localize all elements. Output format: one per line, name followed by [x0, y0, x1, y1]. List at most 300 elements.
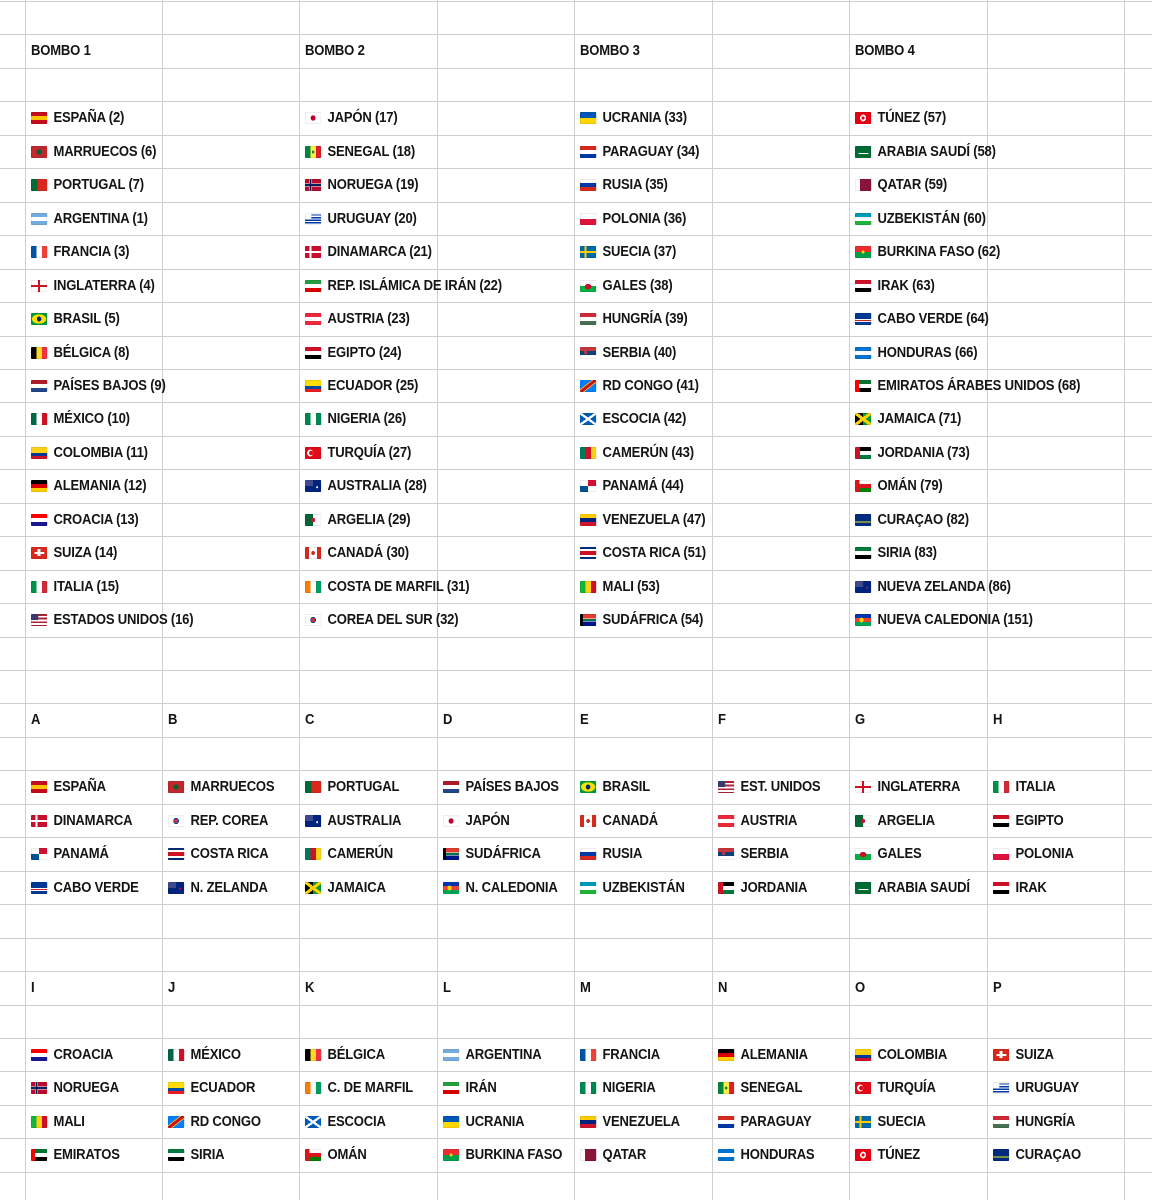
ivory-coast-flag-icon	[305, 1082, 321, 1094]
pot-team-cell[interactable]	[305, 101, 570, 134]
cell-text: ARGENTINA	[465, 1046, 542, 1063]
pot-team-cell[interactable]	[855, 503, 1120, 536]
italy-flag-icon	[993, 781, 1009, 793]
venezuela-flag-icon	[580, 514, 596, 526]
mexico-flag-icon	[168, 1049, 184, 1061]
honduras-flag-icon	[718, 1149, 734, 1161]
iraq-flag-icon	[855, 280, 871, 292]
group-team-cell[interactable]	[855, 1038, 985, 1071]
norway-flag-icon	[31, 1082, 47, 1094]
cell-text: HUNGRÍA (39)	[602, 310, 688, 327]
pot-team-cell[interactable]	[31, 570, 296, 603]
cell-text: PANAMÁ	[53, 845, 109, 862]
cell-text: SUIZA	[1015, 1046, 1054, 1063]
group-letter-p[interactable]	[993, 971, 1123, 1004]
serbia-flag-icon	[718, 848, 734, 860]
portugal-flag-icon	[305, 781, 321, 793]
group-team-cell[interactable]	[855, 1071, 985, 1104]
cell-text: SUECIA	[877, 1113, 926, 1130]
cell-text: COLOMBIA	[877, 1046, 948, 1063]
group-team-cell[interactable]	[580, 1071, 710, 1104]
pot-team-cell[interactable]	[31, 202, 296, 235]
group-letter-h[interactable]	[993, 703, 1123, 736]
group-team-cell[interactable]	[580, 1038, 710, 1071]
cell-text: DINAMARCA	[53, 812, 133, 829]
group-team-cell[interactable]	[443, 1038, 573, 1071]
spain-flag-icon	[31, 781, 47, 793]
group-letter-i[interactable]	[31, 971, 161, 1004]
pot-team-cell[interactable]	[305, 135, 570, 168]
group-team-cell[interactable]	[580, 804, 710, 837]
group-team-cell[interactable]	[855, 871, 985, 904]
cell-text: JORDANIA	[740, 879, 808, 896]
cell-text: ITALIA	[1015, 778, 1056, 795]
pot-team-cell[interactable]	[855, 135, 1120, 168]
cell-text: MARRUECOS (6)	[53, 143, 157, 160]
pot-header-1[interactable]	[31, 34, 291, 67]
group-team-cell[interactable]	[580, 1138, 710, 1171]
cell-text: AUSTRALIA	[327, 812, 402, 829]
pot-team-cell[interactable]	[31, 235, 296, 268]
cell-text: ECUADOR	[190, 1079, 256, 1096]
usa-flag-icon	[31, 614, 47, 626]
pot-team-cell[interactable]	[855, 402, 1120, 435]
group-team-cell[interactable]	[443, 1071, 573, 1104]
egypt-flag-icon	[993, 815, 1009, 827]
senegal-flag-icon	[718, 1082, 734, 1094]
group-team-cell[interactable]	[443, 1138, 573, 1171]
pot-team-cell[interactable]	[305, 235, 570, 268]
group-letter-e[interactable]	[580, 703, 710, 736]
cell-text: SIRIA	[190, 1146, 225, 1163]
cell-text: P	[993, 979, 1002, 996]
pot-team-cell[interactable]	[580, 202, 845, 235]
group-team-cell[interactable]	[580, 770, 710, 803]
cameroon-flag-icon	[305, 848, 321, 860]
cell-text: CROACIA (13)	[53, 511, 139, 528]
australia-flag-icon	[305, 480, 321, 492]
croatia-flag-icon	[31, 514, 47, 526]
pot-team-cell[interactable]	[305, 469, 570, 502]
group-team-cell[interactable]	[993, 1138, 1123, 1171]
algeria-flag-icon	[855, 815, 871, 827]
group-team-cell[interactable]	[168, 804, 298, 837]
argentina-flag-icon	[443, 1049, 459, 1061]
new-zealand-flag-icon	[168, 882, 184, 894]
cell-text: AUSTRIA	[740, 812, 798, 829]
pot-team-cell[interactable]	[580, 503, 845, 536]
cell-text: AUSTRALIA (28)	[327, 477, 427, 494]
group-team-cell[interactable]	[168, 1138, 298, 1171]
cell-text: C	[305, 711, 315, 728]
cell-text: NUEVA CALEDONIA (151)	[877, 611, 1033, 628]
pot-team-cell[interactable]	[31, 302, 296, 335]
pot-header-4[interactable]	[855, 34, 1115, 67]
group-team-cell[interactable]	[443, 837, 573, 870]
group-letter-j[interactable]	[168, 971, 298, 1004]
serbia-flag-icon	[580, 347, 596, 359]
group-team-cell[interactable]	[993, 837, 1123, 870]
grid-row-line	[0, 637, 1152, 638]
cell-text: COSTA DE MARFIL (31)	[327, 578, 470, 595]
group-letter-o[interactable]	[855, 971, 985, 1004]
pot-team-cell[interactable]	[305, 302, 570, 335]
group-team-cell[interactable]	[168, 837, 298, 870]
pot-team-cell[interactable]	[855, 302, 1120, 335]
pot-team-cell[interactable]	[855, 235, 1120, 268]
italy-flag-icon	[31, 581, 47, 593]
mexico-flag-icon	[31, 413, 47, 425]
nigeria-flag-icon	[580, 1082, 596, 1094]
pot-team-cell[interactable]	[305, 269, 570, 302]
pot-team-cell[interactable]	[855, 603, 1120, 636]
cell-text: BOMBO 1	[31, 42, 91, 59]
group-team-cell[interactable]	[718, 770, 848, 803]
pot-team-cell[interactable]	[855, 202, 1120, 235]
ukraine-flag-icon	[580, 112, 596, 124]
cell-text: ESTADOS UNIDOS (16)	[53, 611, 194, 628]
pot-header-2[interactable]	[305, 34, 565, 67]
pot-team-cell[interactable]	[31, 536, 296, 569]
cell-text: NORUEGA	[53, 1079, 119, 1096]
pot-team-cell[interactable]	[580, 570, 845, 603]
cell-text: CABO VERDE	[53, 879, 139, 896]
group-team-cell[interactable]	[305, 770, 435, 803]
egypt-flag-icon	[305, 347, 321, 359]
pot-team-cell[interactable]	[580, 369, 845, 402]
group-team-cell[interactable]	[168, 871, 298, 904]
pot-team-cell[interactable]	[31, 402, 296, 435]
grid-column-line	[1124, 0, 1125, 1200]
pot-team-cell[interactable]	[31, 168, 296, 201]
pot-team-cell[interactable]	[580, 302, 845, 335]
cell-text: F	[718, 711, 726, 728]
wales-flag-icon	[580, 280, 596, 292]
cell-text: O	[855, 979, 865, 996]
cell-text: JORDANIA (73)	[877, 444, 970, 461]
pot-team-cell[interactable]	[31, 503, 296, 536]
cell-text: ARABIA SAUDÍ	[877, 879, 970, 896]
group-team-cell[interactable]	[855, 1138, 985, 1171]
pot-team-cell[interactable]	[31, 603, 296, 636]
group-team-cell[interactable]	[31, 1038, 161, 1071]
grid-row-line	[0, 938, 1152, 939]
netherlands-flag-icon	[443, 781, 459, 793]
group-team-cell[interactable]	[168, 1038, 298, 1071]
pot-team-cell[interactable]	[305, 336, 570, 369]
group-team-cell[interactable]	[31, 804, 161, 837]
cell-text: ALEMANIA (12)	[53, 477, 147, 494]
group-team-cell[interactable]	[855, 837, 985, 870]
cell-text: REP. ISLÁMICA DE IRÁN (22)	[327, 277, 502, 294]
group-team-cell[interactable]	[718, 1105, 848, 1138]
group-team-cell[interactable]	[718, 871, 848, 904]
colombia-flag-icon	[31, 447, 47, 459]
cell-text: COREA DEL SUR (32)	[327, 611, 459, 628]
group-letter-d[interactable]	[443, 703, 573, 736]
group-team-cell[interactable]	[855, 1105, 985, 1138]
cell-text: J	[168, 979, 176, 996]
group-letter-a[interactable]	[31, 703, 161, 736]
pot-team-cell[interactable]	[31, 469, 296, 502]
group-team-cell[interactable]	[855, 770, 985, 803]
cell-text: ARGELIA (29)	[327, 511, 411, 528]
costa-rica-flag-icon	[580, 547, 596, 559]
group-team-cell[interactable]	[305, 1038, 435, 1071]
pot-team-cell[interactable]	[580, 469, 845, 502]
group-team-cell[interactable]	[443, 770, 573, 803]
pot-team-cell[interactable]	[31, 101, 296, 134]
cell-text: POLONIA	[1015, 845, 1074, 862]
pot-team-cell[interactable]	[855, 168, 1120, 201]
group-team-cell[interactable]	[993, 804, 1123, 837]
group-letter-f[interactable]	[718, 703, 848, 736]
pot-team-cell[interactable]	[305, 168, 570, 201]
brazil-flag-icon	[580, 781, 596, 793]
cell-text: BURKINA FASO	[465, 1146, 563, 1163]
poland-flag-icon	[580, 213, 596, 225]
group-team-cell[interactable]	[305, 1071, 435, 1104]
group-team-cell[interactable]	[31, 1071, 161, 1104]
uzbekistan-flag-icon	[580, 882, 596, 894]
pot-team-cell[interactable]	[305, 369, 570, 402]
group-team-cell[interactable]	[993, 1071, 1123, 1104]
new-caledonia-flag-icon	[855, 614, 871, 626]
dr-congo-flag-icon	[168, 1116, 184, 1128]
pot-team-cell[interactable]	[31, 436, 296, 469]
pot-team-cell[interactable]	[855, 269, 1120, 302]
pot-team-cell[interactable]	[305, 570, 570, 603]
group-team-cell[interactable]	[168, 1071, 298, 1104]
uruguay-flag-icon	[993, 1082, 1009, 1094]
cell-text: BOMBO 2	[305, 42, 365, 59]
pot-header-3[interactable]	[580, 34, 840, 67]
cell-text: D	[443, 711, 453, 728]
group-team-cell[interactable]	[993, 770, 1123, 803]
jamaica-flag-icon	[855, 413, 871, 425]
usa-flag-icon	[718, 781, 734, 793]
ecuador-flag-icon	[305, 380, 321, 392]
canada-flag-icon	[305, 547, 321, 559]
pot-team-cell[interactable]	[31, 336, 296, 369]
cell-text: ALEMANIA	[740, 1046, 808, 1063]
group-team-cell[interactable]	[580, 871, 710, 904]
group-team-cell[interactable]	[31, 1138, 161, 1171]
pot-team-cell[interactable]	[580, 603, 845, 636]
wales-flag-icon	[855, 848, 871, 860]
group-letter-k[interactable]	[305, 971, 435, 1004]
grid-row-line	[0, 904, 1152, 905]
paraguay-flag-icon	[580, 146, 596, 158]
group-team-cell[interactable]	[31, 1105, 161, 1138]
belgium-flag-icon	[305, 1049, 321, 1061]
cell-text: RD CONGO	[190, 1113, 261, 1130]
pot-team-cell[interactable]	[580, 235, 845, 268]
pot-team-cell[interactable]	[855, 469, 1120, 502]
germany-flag-icon	[31, 480, 47, 492]
pot-team-cell[interactable]	[305, 536, 570, 569]
group-team-cell[interactable]	[718, 837, 848, 870]
group-team-cell[interactable]	[580, 837, 710, 870]
turkey-flag-icon	[305, 447, 321, 459]
dr-congo-flag-icon	[580, 380, 596, 392]
colombia-flag-icon	[855, 1049, 871, 1061]
pot-team-cell[interactable]	[855, 336, 1120, 369]
group-letter-l[interactable]	[443, 971, 573, 1004]
group-team-cell[interactable]	[993, 1105, 1123, 1138]
costa-rica-flag-icon	[168, 848, 184, 860]
cell-text: SIRIA (83)	[877, 544, 937, 561]
nigeria-flag-icon	[305, 413, 321, 425]
cell-text: OMÁN	[327, 1146, 367, 1163]
group-letter-m[interactable]	[580, 971, 710, 1004]
pot-team-cell[interactable]	[855, 101, 1120, 134]
scotland-flag-icon	[305, 1116, 321, 1128]
group-team-cell[interactable]	[443, 1105, 573, 1138]
denmark-flag-icon	[305, 246, 321, 258]
pot-team-cell[interactable]	[580, 135, 845, 168]
pot-team-cell[interactable]	[580, 402, 845, 435]
belgium-flag-icon	[31, 347, 47, 359]
cell-text: NIGERIA	[602, 1079, 656, 1096]
cell-text: BOMBO 3	[580, 42, 640, 59]
group-letter-b[interactable]	[168, 703, 298, 736]
syria-flag-icon	[855, 547, 871, 559]
hungary-flag-icon	[993, 1116, 1009, 1128]
south-africa-flag-icon	[443, 848, 459, 860]
group-team-cell[interactable]	[31, 871, 161, 904]
burkina-faso-flag-icon	[855, 246, 871, 258]
group-letter-c[interactable]	[305, 703, 435, 736]
pot-team-cell[interactable]	[855, 570, 1120, 603]
ukraine-flag-icon	[443, 1116, 459, 1128]
cell-text: GALES	[877, 845, 922, 862]
group-team-cell[interactable]	[168, 770, 298, 803]
cell-text: ITALIA (15)	[53, 578, 119, 595]
pot-team-cell[interactable]	[855, 536, 1120, 569]
japan-flag-icon	[305, 112, 321, 124]
turkey-flag-icon	[855, 1082, 871, 1094]
cell-text: A	[31, 711, 41, 728]
cell-text: ESCOCIA (42)	[602, 410, 687, 427]
group-team-cell[interactable]	[580, 1105, 710, 1138]
cell-text: DINAMARCA (21)	[327, 243, 432, 260]
oman-flag-icon	[305, 1149, 321, 1161]
venezuela-flag-icon	[580, 1116, 596, 1128]
pot-team-cell[interactable]	[580, 436, 845, 469]
group-team-cell[interactable]	[993, 1038, 1123, 1071]
group-team-cell[interactable]	[718, 1038, 848, 1071]
group-team-cell[interactable]	[305, 1105, 435, 1138]
group-letter-n[interactable]	[718, 971, 848, 1004]
mali-flag-icon	[31, 1116, 47, 1128]
cell-text: E	[580, 711, 589, 728]
cell-text: EGIPTO (24)	[327, 344, 402, 361]
pot-team-cell[interactable]	[580, 269, 845, 302]
cell-text: INGLATERRA	[877, 778, 961, 795]
qatar-flag-icon	[580, 1149, 596, 1161]
group-team-cell[interactable]	[168, 1105, 298, 1138]
pot-team-cell[interactable]	[305, 202, 570, 235]
group-team-cell[interactable]	[305, 804, 435, 837]
pot-team-cell[interactable]	[855, 369, 1120, 402]
cell-text: UCRANIA (33)	[602, 109, 687, 126]
england-flag-icon	[855, 781, 871, 793]
group-team-cell[interactable]	[718, 1138, 848, 1171]
group-team-cell[interactable]	[305, 1138, 435, 1171]
pot-team-cell[interactable]	[580, 536, 845, 569]
scotland-flag-icon	[580, 413, 596, 425]
group-team-cell[interactable]	[443, 871, 573, 904]
pot-team-cell[interactable]	[580, 168, 845, 201]
cell-text: AUSTRIA (23)	[327, 310, 410, 327]
pot-team-cell[interactable]	[855, 436, 1120, 469]
cell-text: MARRUECOS	[190, 778, 275, 795]
cameroon-flag-icon	[580, 447, 596, 459]
group-team-cell[interactable]	[305, 871, 435, 904]
russia-flag-icon	[580, 179, 596, 191]
cell-text: GALES (38)	[602, 277, 673, 294]
pot-team-cell[interactable]	[580, 336, 845, 369]
iran-flag-icon	[443, 1082, 459, 1094]
pot-team-cell[interactable]	[305, 402, 570, 435]
pot-team-cell[interactable]	[31, 135, 296, 168]
algeria-flag-icon	[305, 514, 321, 526]
group-letter-g[interactable]	[855, 703, 985, 736]
cell-text: ARABIA SAUDÍ (58)	[877, 143, 996, 160]
grid-row-line	[0, 1, 1152, 2]
pot-team-cell[interactable]	[305, 603, 570, 636]
cell-text: PORTUGAL	[327, 778, 400, 795]
pot-team-cell[interactable]	[31, 269, 296, 302]
group-team-cell[interactable]	[718, 1071, 848, 1104]
switzerland-flag-icon	[31, 547, 47, 559]
jordan-flag-icon	[718, 882, 734, 894]
cell-text: B	[168, 711, 178, 728]
panama-flag-icon	[31, 848, 47, 860]
brazil-flag-icon	[31, 313, 47, 325]
grid-row-line	[0, 737, 1152, 738]
cell-text: VENEZUELA (47)	[602, 511, 706, 528]
pot-team-cell[interactable]	[31, 369, 296, 402]
pot-team-cell[interactable]	[305, 503, 570, 536]
cell-text: SENEGAL	[740, 1079, 803, 1096]
pot-team-cell[interactable]	[580, 101, 845, 134]
cell-text: QATAR (59)	[877, 176, 947, 193]
south-korea-flag-icon	[305, 614, 321, 626]
cell-text: UCRANIA	[465, 1113, 525, 1130]
group-team-cell[interactable]	[443, 804, 573, 837]
cell-text: CROACIA	[53, 1046, 114, 1063]
group-team-cell[interactable]	[305, 837, 435, 870]
group-team-cell[interactable]	[855, 804, 985, 837]
cell-text: TÚNEZ	[877, 1146, 921, 1163]
cell-text: BÉLGICA	[327, 1046, 385, 1063]
group-team-cell[interactable]	[31, 837, 161, 870]
cape-verde-flag-icon	[855, 313, 871, 325]
group-team-cell[interactable]	[993, 871, 1123, 904]
oman-flag-icon	[855, 480, 871, 492]
cell-text: EMIRATOS	[53, 1146, 120, 1163]
canada-flag-icon	[580, 815, 596, 827]
uae-flag-icon	[31, 1149, 47, 1161]
cell-text: BRASIL	[602, 778, 651, 795]
group-team-cell[interactable]	[31, 770, 161, 803]
pot-team-cell[interactable]	[305, 436, 570, 469]
mali-flag-icon	[580, 581, 596, 593]
group-team-cell[interactable]	[718, 804, 848, 837]
grid-row-line	[0, 1005, 1152, 1006]
